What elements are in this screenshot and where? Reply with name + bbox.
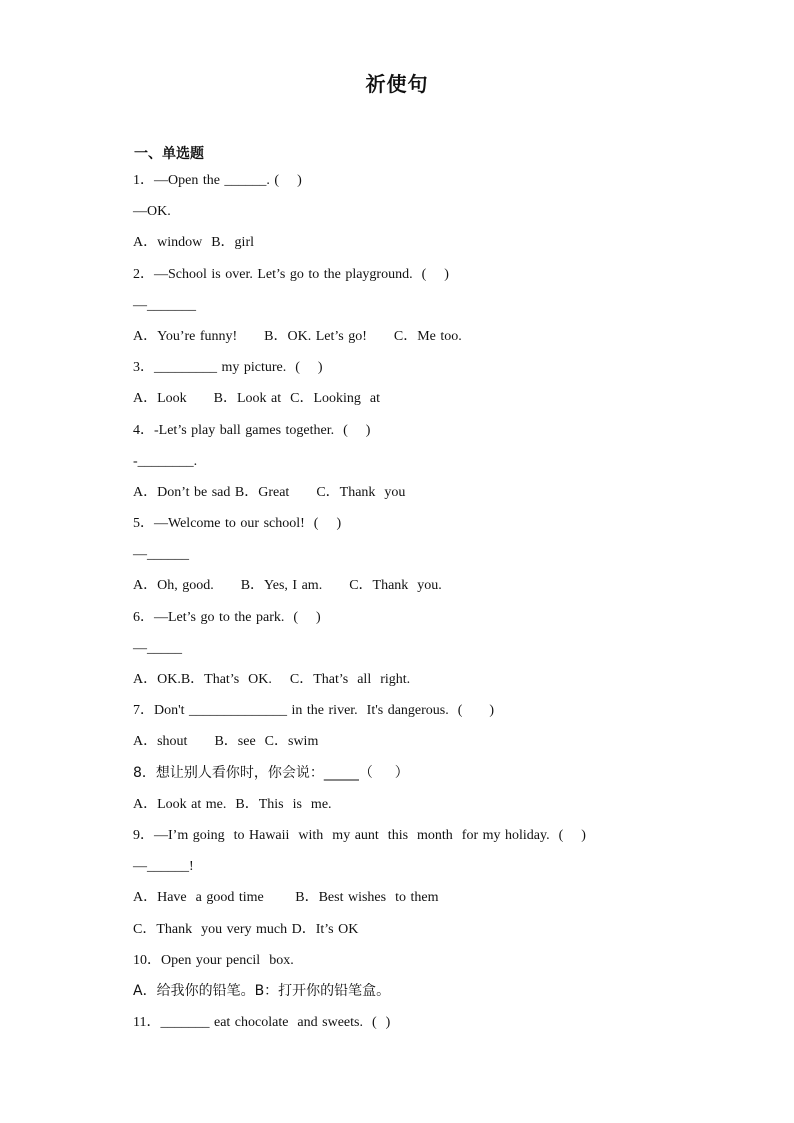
question-list (133, 165, 693, 1038)
section-heading: 一、单选题 (134, 146, 204, 162)
answer-line: —_____ (133, 640, 182, 656)
page-title: 祈使句 (365, 72, 429, 96)
options-line: A．You’re funny! B．OK. Let’s go! C．Me too. (133, 328, 462, 344)
question-line: 1．—Open the ______. ( ) (133, 173, 302, 188)
question-line: 5．—Welcome to our school! ( ) (133, 516, 342, 532)
question-line: 2．—School is over. Let’s go to the playground. ( ) (133, 266, 449, 282)
options-line: A．shout B．see C．swim (133, 734, 319, 750)
question-line: 6．—Let’s go to the park. ( ) (133, 609, 321, 625)
options-line: A．Oh, good. B．Yes, I am. C．Thank you. (133, 578, 442, 594)
question-line: 3．_________ my picture. ( ) (133, 360, 323, 376)
question-line: 11．_______ eat chocolate and sweets. ( ) (133, 1015, 391, 1031)
answer-line: -________. (133, 453, 198, 469)
options-line: A．Have a good time B．Best wishes to them (133, 890, 439, 906)
answer-line: —OK. (133, 204, 171, 220)
answer-line: —_______ (133, 297, 196, 313)
question-line: 4．-Let’s play ball games together. ( ) (133, 422, 371, 438)
options-line: A．window B．girl (133, 235, 254, 251)
question-line: 8．想让别人看你时，你会说：_____（ ） (133, 764, 409, 781)
options-line: A．Look at me. B．This is me. (133, 796, 332, 812)
question-line: 10．Open your pencil box. (133, 952, 294, 968)
options-line: A．给我你的铅笔。B：打开你的铅笔盒。 (133, 982, 391, 999)
options-line: A．Look B．Look at C．Looking at (133, 391, 381, 407)
question-line: 7．Don't ______________ in the river. It's dangerous. ( ) (133, 703, 495, 719)
answer-line: —______! (133, 859, 194, 875)
options-line: A．Don’t be sad B．Great C．Thank you (133, 484, 406, 500)
question-line: 9．—I’m going to Hawaii with my aunt this month for my holiday. ( ) (133, 827, 586, 843)
answer-line: —______ (133, 547, 189, 563)
options-line: A．OK.B．That’s OK. C．That’s all right. (133, 672, 411, 687)
options-line: C．Thank you very much D．It’s OK (133, 921, 359, 937)
